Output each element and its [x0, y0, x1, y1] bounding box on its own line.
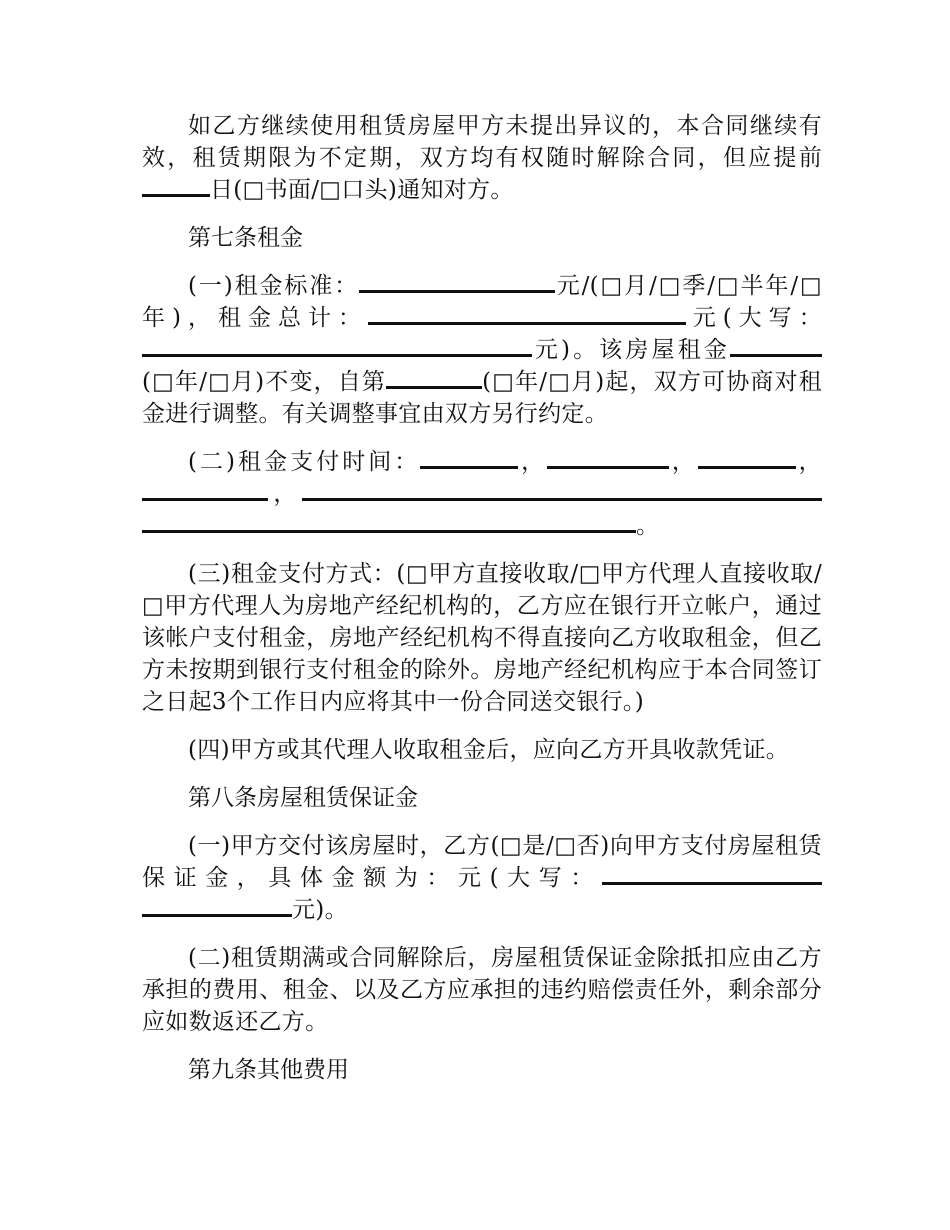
paragraph-continued-use	[142, 110, 822, 206]
blank-payment-time-1	[420, 446, 518, 469]
paragraph-text: (□年/□月)不变，自第	[142, 369, 387, 395]
paragraph-text: 如乙方继续使用租赁房屋甲方未提出异议的，本合同继续有效，租赁期限为不定期，双方均有权随时解除合同，但应提前	[142, 113, 822, 171]
paragraph-rent-payment-time	[142, 446, 822, 542]
blank-rent-total	[368, 302, 686, 325]
blank-rent-fixed-period	[730, 334, 804, 357]
blank-payment-time-2	[547, 446, 669, 469]
blank-adjust-from	[386, 366, 482, 389]
heading-article-8-deposit: 第八条房屋租赁保证金	[188, 785, 418, 811]
blank-payment-time-3	[698, 446, 796, 469]
blank-payment-time-4	[142, 478, 268, 501]
blank-deposit-uppercase	[602, 862, 822, 885]
paragraph-text: 元)。	[292, 897, 348, 923]
paragraph-deposit-return: (二)租赁期满或合同解除后，房屋租赁保证金除抵扣应由乙方承担的费用、租金、以及乙方应承担的违约赔偿责任外，剩余部分应如数返还乙方。	[142, 945, 822, 1035]
blank-rent-total-uppercase	[142, 334, 532, 357]
blank-rent-fixed-period-cont	[804, 334, 822, 357]
paragraph-rent-receipt: (四)甲方或其代理人收取租金后，应向乙方开具收款凭证。	[188, 737, 790, 763]
separator: ，	[518, 449, 548, 475]
paragraph-text: 元(大写：	[686, 305, 822, 331]
paragraph-text: (□年/□月)起，双方可协商对租金进行调整。有关调整事宜由双方另行约定。	[142, 369, 822, 427]
separator: ，	[669, 449, 698, 475]
paragraph-text: (一)租金标准：	[188, 273, 360, 299]
contract-page	[142, 110, 822, 1102]
paragraph-text: (一)甲方交付该房屋时，乙方(□是/□否)向甲方支付房屋租赁保证金，具体金额为：元(大写：	[142, 833, 822, 891]
blank-deposit-uppercase-cont	[142, 894, 292, 917]
blank-rent-standard	[359, 270, 555, 293]
paragraph-text: 元)。该房屋租金	[532, 337, 730, 363]
separator: ，	[795, 449, 822, 475]
separator: ，	[268, 481, 302, 507]
paragraph-text: 元/(□月/□季/□半年/□年)，租金总计：	[142, 273, 823, 331]
paragraph-text: 日(□书面/□口头)通知对方。	[210, 177, 514, 203]
paragraph-deposit-amount	[142, 830, 822, 926]
blank-notice-days	[142, 174, 210, 197]
paragraph-text: (二)租金支付时间：	[188, 449, 421, 475]
paragraph-rent-standard	[142, 270, 822, 430]
blank-payment-time-6	[142, 510, 636, 533]
heading-article-7-rent: 第七条租金	[188, 225, 303, 251]
separator: 。	[636, 513, 660, 539]
blank-payment-time-5	[302, 478, 822, 501]
paragraph-rent-payment-method: (三)租金支付方式：(□甲方直接收取/□甲方代理人直接收取/□甲方代理人为房地产经纪机构的，乙方应在银行开立帐户，通过该帐户支付租金，房地产经纪机构不得直接向乙方收取租金，但乙方未按期到银行支付租金的除外。房地产经纪机构应于本合同签订之日起3个工作日内应将其中一份合同送交银行。)	[142, 561, 822, 715]
heading-article-9-other-fees: 第九条其他费用	[188, 1057, 349, 1083]
